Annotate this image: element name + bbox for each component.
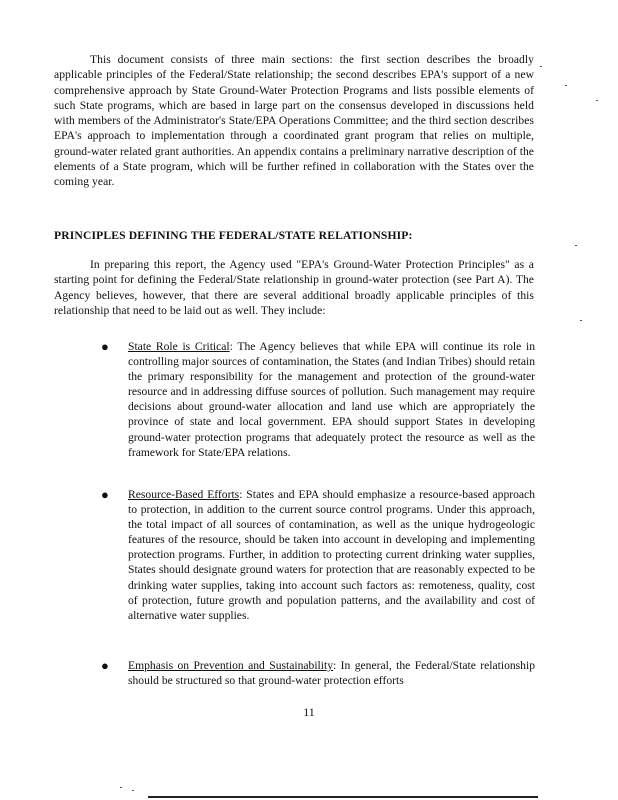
bullet-item-resource-based bbox=[101, 487, 535, 623]
bullet-body: : In general, the Federal/State relationship should be structured so that ground-water protection efforts bbox=[128, 659, 535, 688]
bullet-icon: ● bbox=[101, 339, 109, 354]
bullet-title: Emphasis on Prevention and Sustainability bbox=[128, 659, 334, 672]
scan-speck bbox=[565, 85, 567, 86]
bullet-title: Resource-Based Efforts bbox=[128, 488, 240, 501]
scan-speck bbox=[540, 66, 542, 67]
bullet-item-state-role bbox=[101, 339, 535, 460]
intro-paragraph: This document consists of three main sections: the first section describes the broadly applicable principles of the Federal/State relationship; the second describes EPA's support of a new comprehensive approach by State Ground-Water Protection Programs and lists possible elements of such State programs, which are based in large part on the consensus developed in discussions held with members of the Administrator's State/EPA Operations Committee; and the third section describes EPA's approach to implementation through a coordinated grant program that relies on multiple, ground-water related grant authorities. An appendix contains a preliminary narrative description of the elements of a State program, which will be further refined in collaboration with the States over the coming year. bbox=[54, 53, 535, 189]
bullet-item-prevention bbox=[101, 658, 535, 688]
bullet-body: : States and EPA should emphasize a resource-based approach to protection, in addition to the current source control programs. Under this approach, the total impact of all sources of contamination, as well as the unique hydrogeologic features of the resource, should be taken into account in developing and implementing protection programs. Further, in addition to protecting current drinking water supplies, States should designate ground waters for protection that are reasonably expected to be drinking water supplies, taking into account such factors as: remoteness, quality, cost of protection, future growth and population patterns, and the availability and cost of alternative water supplies. bbox=[128, 488, 535, 622]
bullet-title: State Role is Critical bbox=[128, 340, 230, 353]
page-number: 11 bbox=[303, 705, 315, 719]
scan-speck bbox=[120, 787, 122, 788]
bullet-icon: ● bbox=[101, 658, 109, 673]
bottom-rule bbox=[148, 796, 538, 798]
bullet-body: : The Agency believes that while EPA will continue its role in controlling major sources of contamination, the States (and Indian Tribes) should retain the primary responsibility for the management and protection of the ground-water resource and in addressing diffuse sources of pollution. Such management may require decisions about ground-water allocation and land use which are appropriately the province of state and local government. EPA should support States in developing ground-water protection programs that adequately protect the resource as well as the framework for State/EPA relations. bbox=[128, 340, 535, 459]
scan-speck bbox=[596, 100, 598, 101]
lead-paragraph: In preparing this report, the Agency used "EPA's Ground-Water Protection Principles" as a starting point for defining the Federal/State relationship in ground-water protection (see Part A). The Agency believes, however, that there are several additional broadly applicable principles of this relationship that need to be laid out as well. They include: bbox=[54, 258, 534, 317]
scan-speck bbox=[575, 245, 577, 246]
bullet-icon: ● bbox=[101, 487, 109, 502]
scan-speck bbox=[580, 320, 582, 321]
scan-speck bbox=[132, 790, 134, 791]
section-heading: PRINCIPLES DEFINING THE FEDERAL/STATE RELATIONSHIP: bbox=[54, 229, 413, 242]
